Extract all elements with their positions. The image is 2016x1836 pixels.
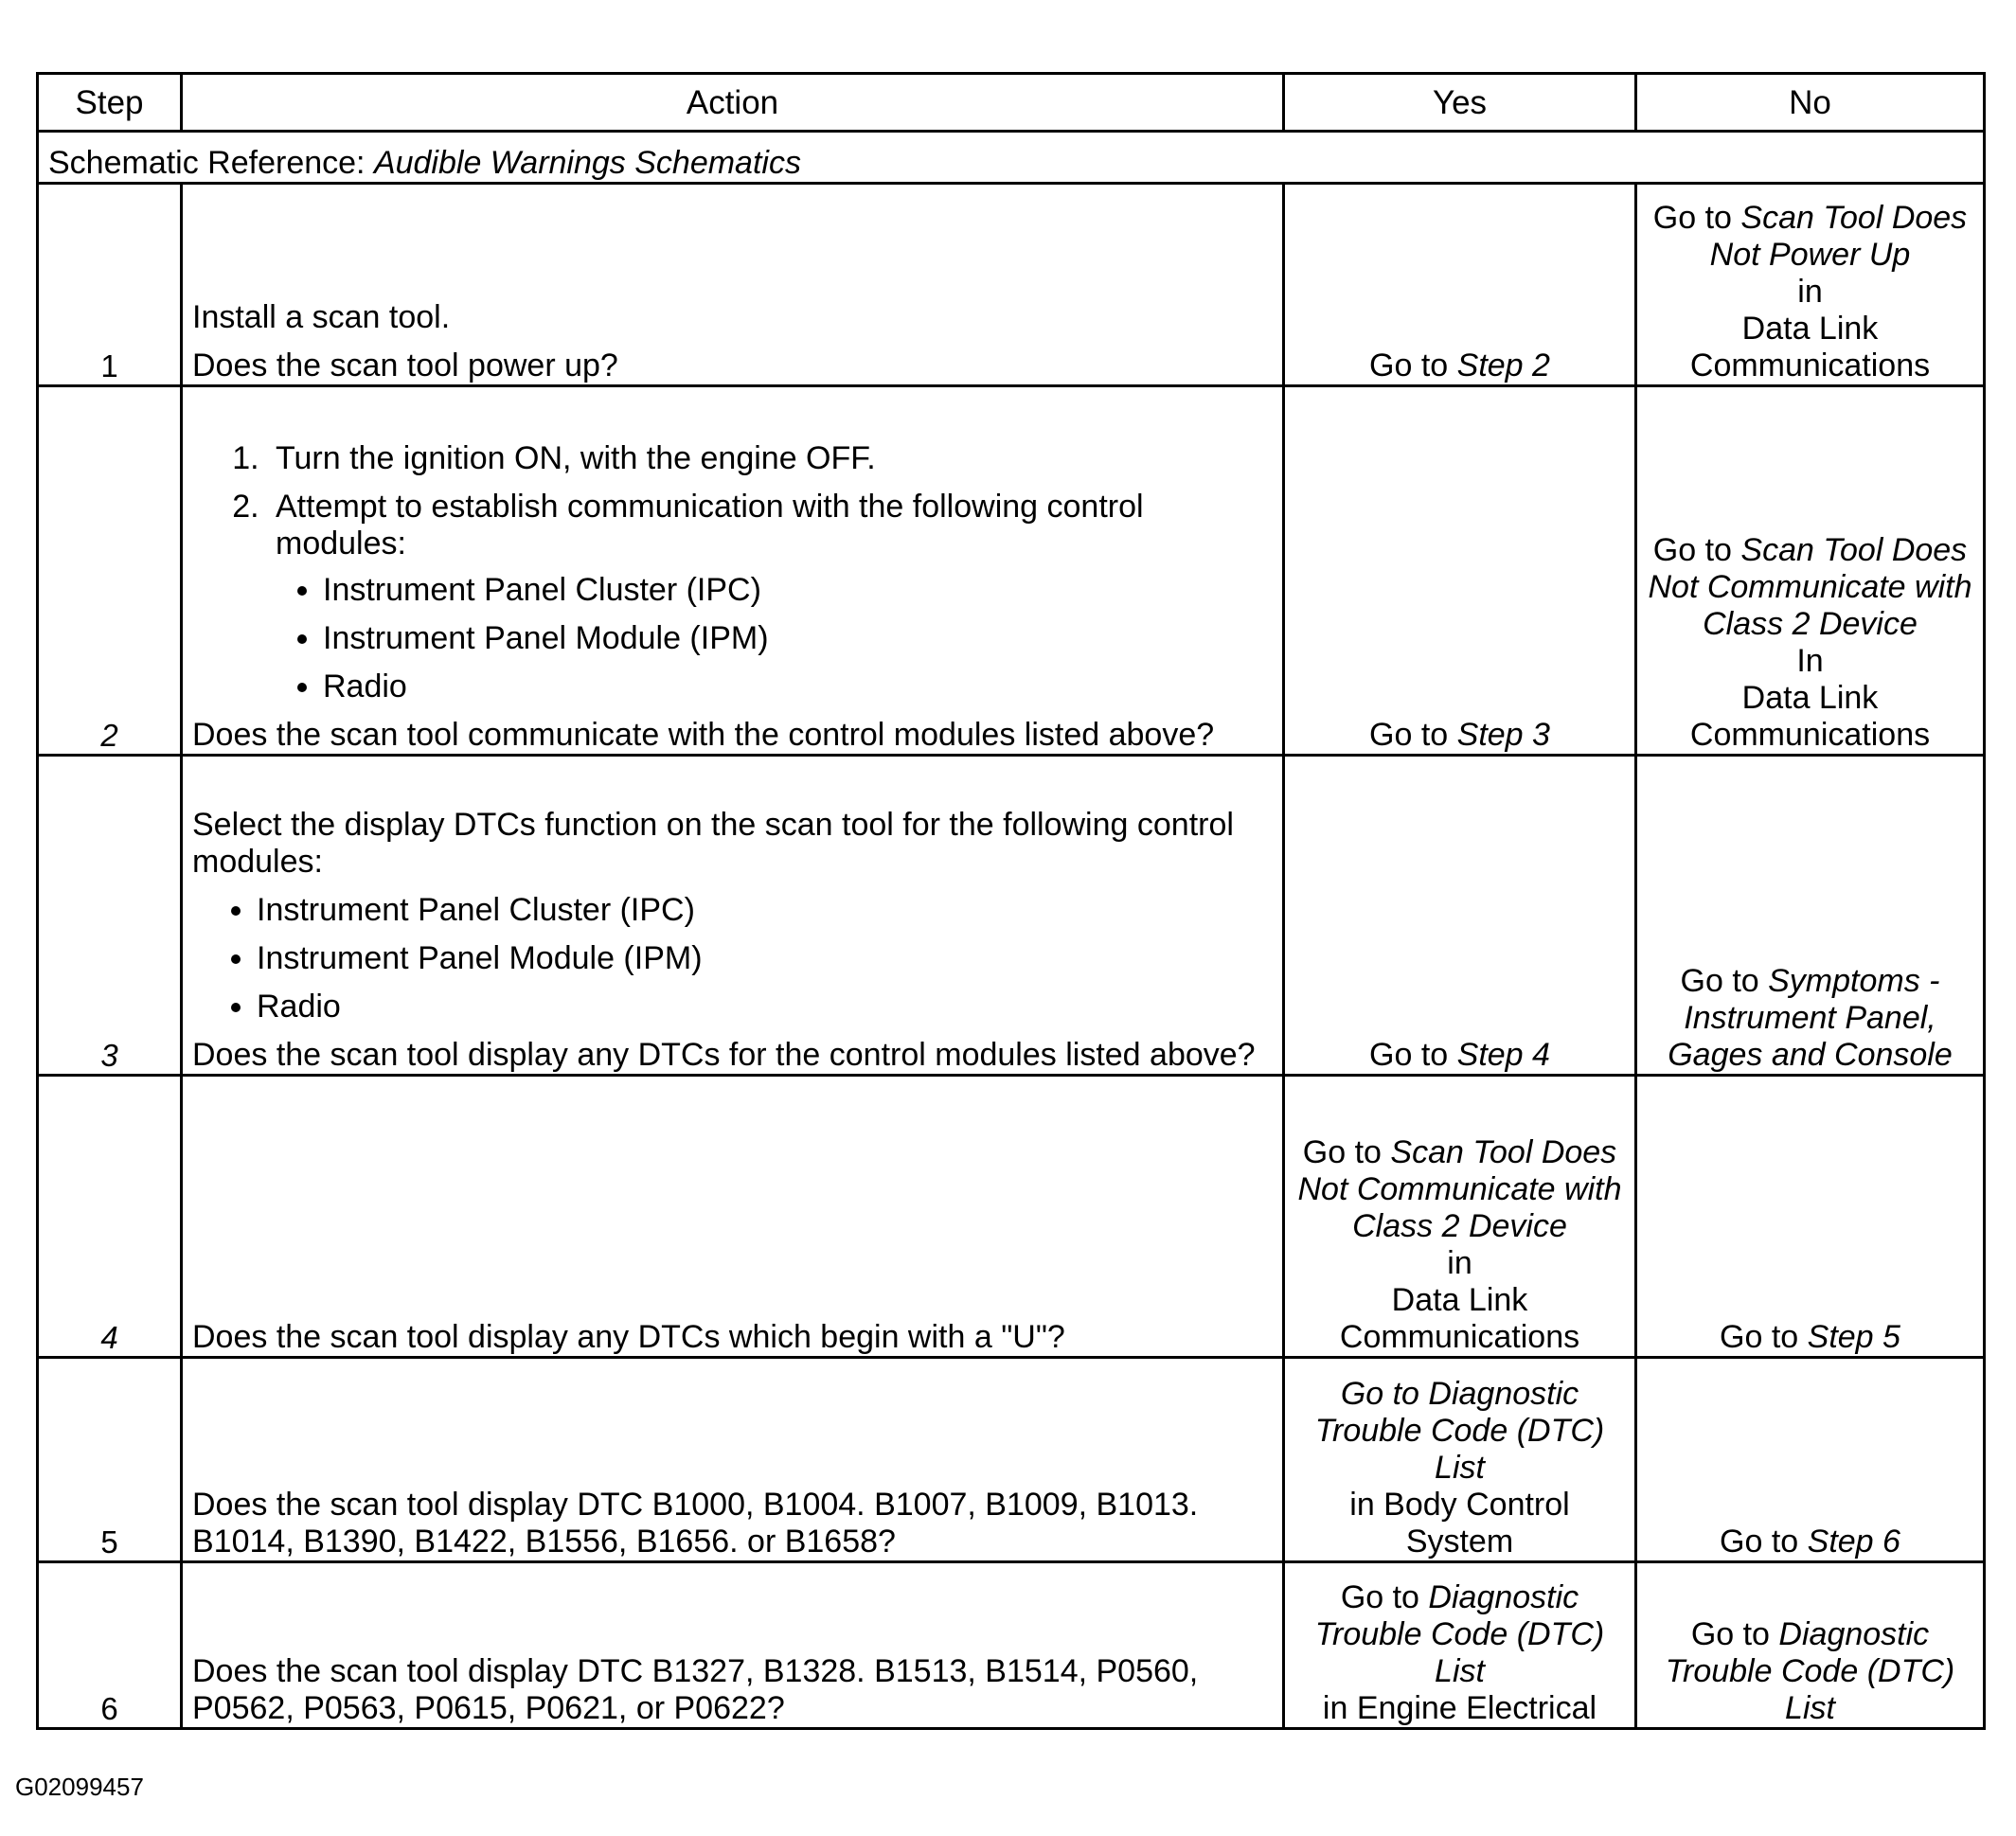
no-link[interactable]: Scan Tool Does Not Communicate with Class 2 Device (1648, 532, 1972, 642)
step-number: 2 (38, 386, 182, 756)
yes-link[interactable]: Diagnostic Trouble Code (DTC) List (1314, 1579, 1605, 1689)
yes-cell (1284, 184, 1636, 386)
table-row (38, 756, 1985, 1076)
yes-prefix: Go to (1369, 1037, 1457, 1073)
schematic-reference-label: Schematic Reference: (48, 145, 374, 181)
no-cell (1636, 1562, 1985, 1729)
table-header-row (38, 74, 1985, 132)
yes-cell (1284, 1562, 1636, 1729)
yes-prefix: Go to (1369, 348, 1457, 383)
yes-link[interactable]: Step 4 (1456, 1037, 1550, 1073)
yes-cell (1284, 1358, 1636, 1562)
action-question: Does the scan tool display DTC B1327, B1328. B1513, B1514, P0560, P0562, P0563, P0615, P0621, or P0622? (192, 1653, 1199, 1726)
diagnostic-table (36, 72, 1986, 1730)
yes-link[interactable]: Scan Tool Does Not Communicate with Class 2 Device (1297, 1134, 1622, 1244)
action-intro: Select the display DTCs function on the scan tool for the following control modules: (192, 807, 1234, 880)
action-question: Does the scan tool communicate with the control modules listed above? (192, 717, 1215, 753)
no-link[interactable]: Step 6 (1807, 1524, 1900, 1560)
no-cell (1636, 1076, 1985, 1358)
schematic-reference (38, 132, 1985, 184)
action-cell (182, 1076, 1284, 1358)
no-link[interactable]: Step 5 (1807, 1319, 1900, 1355)
step-number: 3 (38, 756, 182, 1076)
yes-link[interactable]: Step 3 (1456, 717, 1550, 753)
yes-prefix: Go to (1369, 717, 1457, 753)
no-link[interactable]: Symptoms - Instrument Panel, Gages and Console (1668, 963, 1953, 1073)
step-number: 5 (38, 1358, 182, 1562)
yes-section: in Engine Electrical (1322, 1690, 1597, 1726)
header-action: Action (182, 74, 1284, 132)
table-row (38, 184, 1985, 386)
no-link[interactable]: Diagnostic Trouble Code (DTC) List (1665, 1616, 1955, 1726)
bullet-list (276, 572, 1273, 705)
bullet-item: • Instrument Panel Module (IPM) (257, 940, 1273, 977)
action-question: Does the scan tool display any DTCs which begin with a "U"? (192, 1319, 1065, 1355)
schematic-reference-link[interactable]: Audible Warnings Schematics (373, 145, 801, 181)
no-cell (1636, 756, 1985, 1076)
header-no: No (1636, 74, 1985, 132)
bullet-item: • Radio (323, 668, 1273, 705)
header-yes: Yes (1284, 74, 1636, 132)
yes-in: in (1447, 1245, 1472, 1281)
no-link[interactable]: Scan Tool Does Not Power Up (1709, 200, 1968, 273)
bullet-item: • Instrument Panel Cluster (IPC) (323, 572, 1273, 609)
yes-cell (1284, 756, 1636, 1076)
action-cell (182, 386, 1284, 756)
yes-section: Data Link Communications (1339, 1282, 1580, 1355)
action-question: Does the scan tool display DTC B1000, B1004. B1007, B1009, B1013. B1014, B1390, B1422, B1556, B1656. or B1658? (192, 1487, 1199, 1560)
figure-code: G02099457 (15, 1773, 144, 1801)
action-cell (182, 1358, 1284, 1562)
yes-link[interactable]: Step 2 (1456, 348, 1550, 383)
no-prefix: Go to (1690, 1616, 1779, 1652)
action-steps-list (192, 440, 1273, 705)
yes-section: in Body Control System (1349, 1487, 1570, 1560)
action-line: Install a scan tool. (192, 299, 451, 335)
no-section: Data Link Communications (1689, 311, 1931, 383)
list-item-text: Attempt to establish communication with the following control modules: (276, 489, 1144, 561)
yes-link[interactable]: Go to Diagnostic Trouble Code (DTC) List (1314, 1376, 1605, 1486)
yes-cell (1284, 1076, 1636, 1358)
no-prefix: Go to (1720, 1319, 1808, 1355)
bullet-list (192, 892, 1273, 1025)
bullet-item: • Radio (257, 989, 1273, 1025)
table-row (38, 1076, 1985, 1358)
no-prefix: Go to (1652, 532, 1741, 568)
yes-prefix: Go to (1302, 1134, 1391, 1170)
no-cell (1636, 184, 1985, 386)
header-step: Step (38, 74, 182, 132)
no-cell (1636, 1358, 1985, 1562)
table-row (38, 1562, 1985, 1729)
no-prefix: Go to (1720, 1524, 1808, 1560)
action-cell (182, 184, 1284, 386)
table-row (38, 1358, 1985, 1562)
no-cell (1636, 386, 1985, 756)
no-section: Data Link Communications (1689, 680, 1931, 753)
list-item: 1. Turn the ignition ON, with the engine OFF. (268, 440, 1273, 477)
yes-prefix: Go to (1340, 1579, 1429, 1615)
table-row (38, 386, 1985, 756)
no-in: In (1796, 643, 1824, 679)
no-in: in (1797, 274, 1823, 310)
action-question: Does the scan tool power up? (192, 348, 618, 383)
bullet-item: • Instrument Panel Cluster (IPC) (257, 892, 1273, 929)
step-number: 1 (38, 184, 182, 386)
no-prefix: Go to (1652, 200, 1741, 236)
step-number: 4 (38, 1076, 182, 1358)
step-number: 6 (38, 1562, 182, 1729)
action-cell (182, 1562, 1284, 1729)
action-question: Does the scan tool display any DTCs for the control modules listed above? (192, 1037, 1256, 1073)
action-cell (182, 756, 1284, 1076)
yes-cell (1284, 386, 1636, 756)
bullet-item: • Instrument Panel Module (IPM) (323, 620, 1273, 657)
schematic-reference-row (38, 132, 1985, 184)
list-item (268, 489, 1273, 705)
no-prefix: Go to (1680, 963, 1769, 999)
